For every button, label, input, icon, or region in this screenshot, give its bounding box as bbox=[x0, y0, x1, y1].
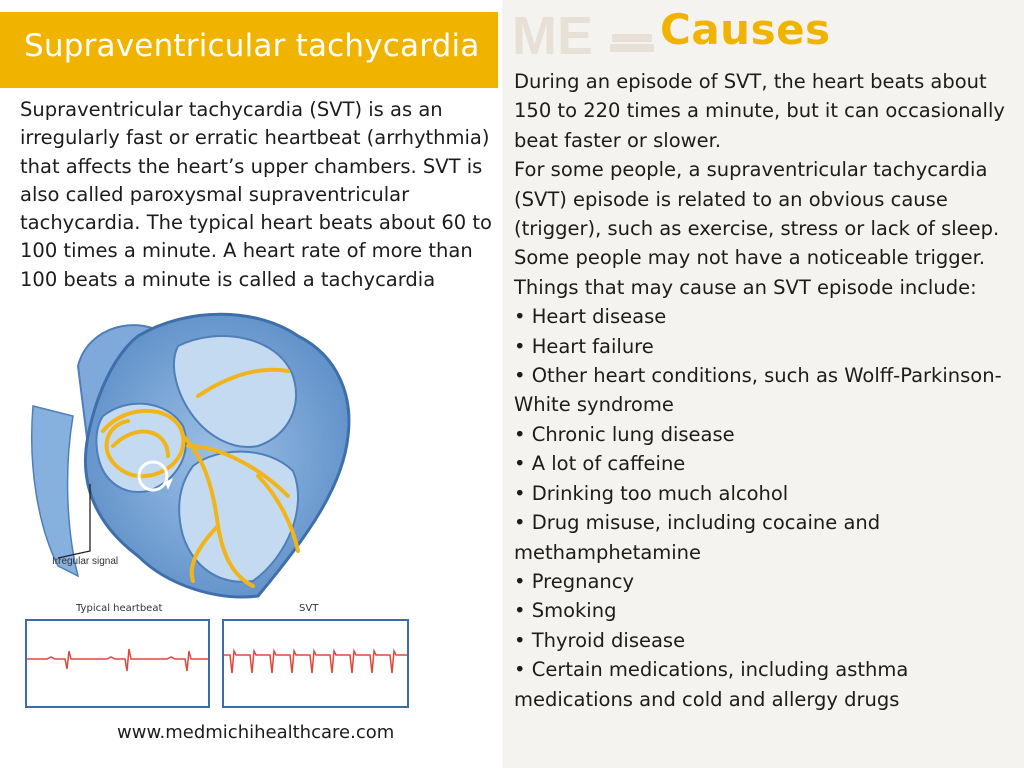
causes-content bbox=[514, 67, 1022, 714]
ecg-svt-label: SVT bbox=[299, 603, 319, 614]
ecg-svt-strip bbox=[222, 619, 409, 708]
list-item: • Heart failure bbox=[514, 334, 654, 358]
list-item: • A lot of caffeine bbox=[514, 452, 686, 476]
ecg-typical-label: Typical heartbeat bbox=[76, 603, 163, 614]
list-item: • Pregnancy bbox=[514, 569, 635, 593]
list-item: • Heart disease bbox=[514, 305, 667, 329]
page-title: Supraventricular tachycardia bbox=[24, 28, 480, 64]
list-item: • Drug misuse, including cocaine and methamphetamine bbox=[514, 511, 881, 564]
causes-paragraph-3: Things that may cause an SVT episode include: bbox=[514, 275, 977, 299]
list-item: • Certain medications, including asthma medications and cold and allergy drugs bbox=[514, 658, 909, 711]
medmichi-logo-icon bbox=[512, 4, 662, 64]
causes-paragraph-1: During an episode of SVT, the heart beats about 150 to 220 times a minute, but it can occasionally beat faster or slower. bbox=[514, 70, 1005, 152]
list-item: • Other heart conditions, such as Wolff-Parkinson-White syndrome bbox=[514, 364, 1002, 417]
list-item: • Drinking too much alcohol bbox=[514, 481, 789, 505]
list-item: • Thyroid disease bbox=[514, 628, 686, 652]
causes-paragraph-2: For some people, a supraventricular tachycardia (SVT) episode is related to an obvious cause (trigger), such as exercise, stress or lack of sleep. Some people may not have a noticeable trigger. bbox=[514, 158, 1000, 270]
left-panel bbox=[0, 0, 502, 768]
causes-list bbox=[514, 302, 1022, 714]
list-item: • Smoking bbox=[514, 599, 617, 623]
title-banner bbox=[0, 12, 498, 88]
ecg-typical-strip bbox=[25, 619, 210, 708]
heart-illustration bbox=[18, 296, 504, 606]
svg-text:ME: ME bbox=[512, 6, 593, 64]
intro-paragraph: Supraventricular tachycardia (SVT) is as an irregularly fast or erratic heartbeat (arrhythmia) that affects the heart’s upper chambers. SVT is also called paroxysmal supraventricular tachycardia. The typical heart beats about 60 to 100 times a minute. A heart rate of more than 100 beats a minute is called a tachycardia bbox=[20, 98, 492, 291]
irregular-signal-label: Irregular signal bbox=[52, 556, 119, 567]
causes-heading: Causes bbox=[660, 5, 831, 54]
website-url: www.medmichihealthcare.com bbox=[117, 722, 395, 743]
right-panel bbox=[502, 0, 1024, 768]
list-item: • Chronic lung disease bbox=[514, 422, 735, 446]
